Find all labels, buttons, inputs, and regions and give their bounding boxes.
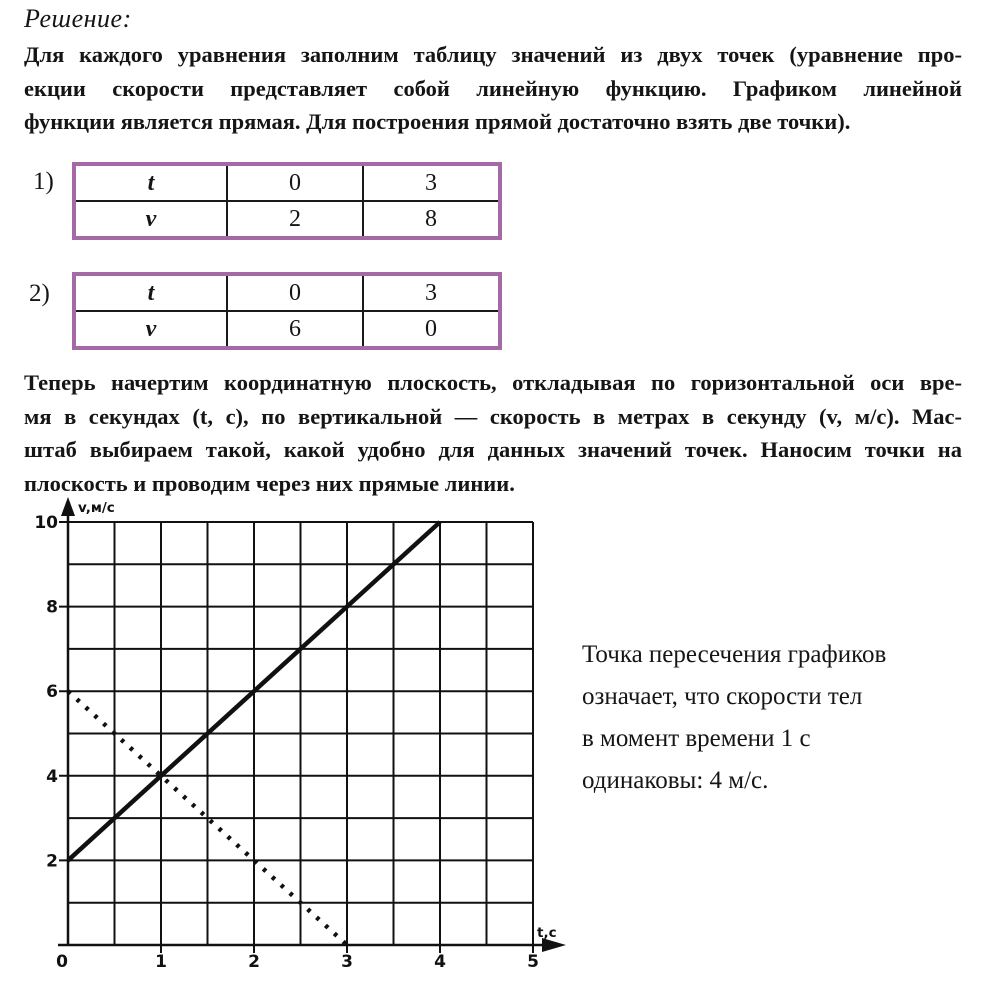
y-tick-label: 2 bbox=[46, 851, 58, 872]
y-tick-label: 10 bbox=[34, 513, 58, 533]
text-line: Для каждого уравнения заполним таблицу значений из двух точек (уравнение про- bbox=[24, 42, 962, 67]
table-cell-t: t bbox=[147, 279, 155, 306]
x-tick-label: 5 bbox=[527, 952, 539, 972]
text-line: функции является прямая. Для построения прямой достаточно взять две точки). bbox=[24, 109, 851, 134]
table-row bbox=[74, 311, 500, 348]
text-line: Точка пересечения графиков bbox=[582, 641, 887, 668]
conclusion-note bbox=[582, 634, 972, 802]
value-table-1 bbox=[72, 162, 502, 240]
chart-canvas bbox=[18, 496, 584, 988]
table-row bbox=[74, 201, 500, 238]
paragraph-method bbox=[24, 38, 962, 139]
table-cell: 2 bbox=[227, 201, 363, 238]
y-tick-label: 6 bbox=[46, 682, 58, 703]
velocity-time-chart bbox=[18, 496, 584, 988]
y-axis-arrow-icon bbox=[61, 497, 75, 516]
value-table-2 bbox=[72, 272, 502, 350]
table-2-label: 2) bbox=[29, 280, 50, 307]
text-line: Теперь начертим координатную плоскость, откладывая по горизонтальной оси вре- bbox=[24, 370, 962, 395]
text-line: в момент времени 1 с bbox=[582, 725, 811, 752]
table-cell: 8 bbox=[363, 201, 500, 238]
paragraph-plot-description bbox=[24, 366, 962, 500]
x-tick-label: 1 bbox=[155, 952, 167, 972]
y-tick-label: 8 bbox=[46, 597, 58, 618]
table-cell-v: v bbox=[74, 201, 227, 238]
table-cell: 0 bbox=[227, 274, 363, 311]
text-line: одинаковы: 4 м/с. bbox=[582, 767, 769, 794]
table-row bbox=[74, 274, 500, 311]
y-axis-title: v,м/с bbox=[78, 500, 115, 516]
text-line: штаб выбираем такой, какой удобно для данных значений точек. Наносим точки на bbox=[24, 437, 962, 462]
x-tick-label: 3 bbox=[341, 952, 353, 972]
x-tick-label: 2 bbox=[248, 952, 260, 972]
text-line: плоскость и проводим через них прямые линии. bbox=[24, 470, 515, 496]
table-cell-t: t bbox=[147, 169, 155, 196]
table-row bbox=[74, 164, 500, 201]
table-cell: 0 bbox=[363, 311, 500, 348]
y-tick-label: 4 bbox=[46, 766, 58, 787]
x-axis-title: t,c bbox=[537, 925, 557, 941]
table-cell-v: v bbox=[74, 311, 227, 348]
text-line: екции скорости представляет собой линейную функцию. Графиком линейной bbox=[24, 75, 962, 101]
table-1-label: 1) bbox=[33, 168, 54, 195]
text-line: мя в секундах (t, с), по вертикальной — скорость в метрах в секунду (v, м/с). Мас- bbox=[24, 403, 962, 429]
table-cell: 3 bbox=[363, 164, 500, 201]
solution-heading: Решение: bbox=[24, 4, 132, 33]
table-cell: 6 bbox=[227, 311, 363, 348]
table-cell: 3 bbox=[363, 274, 500, 311]
x-tick-label: 4 bbox=[434, 952, 446, 972]
table-cell: 0 bbox=[227, 164, 363, 201]
text-line: означает, что скорости тел bbox=[582, 683, 863, 710]
x-tick-label: 0 bbox=[56, 952, 68, 972]
